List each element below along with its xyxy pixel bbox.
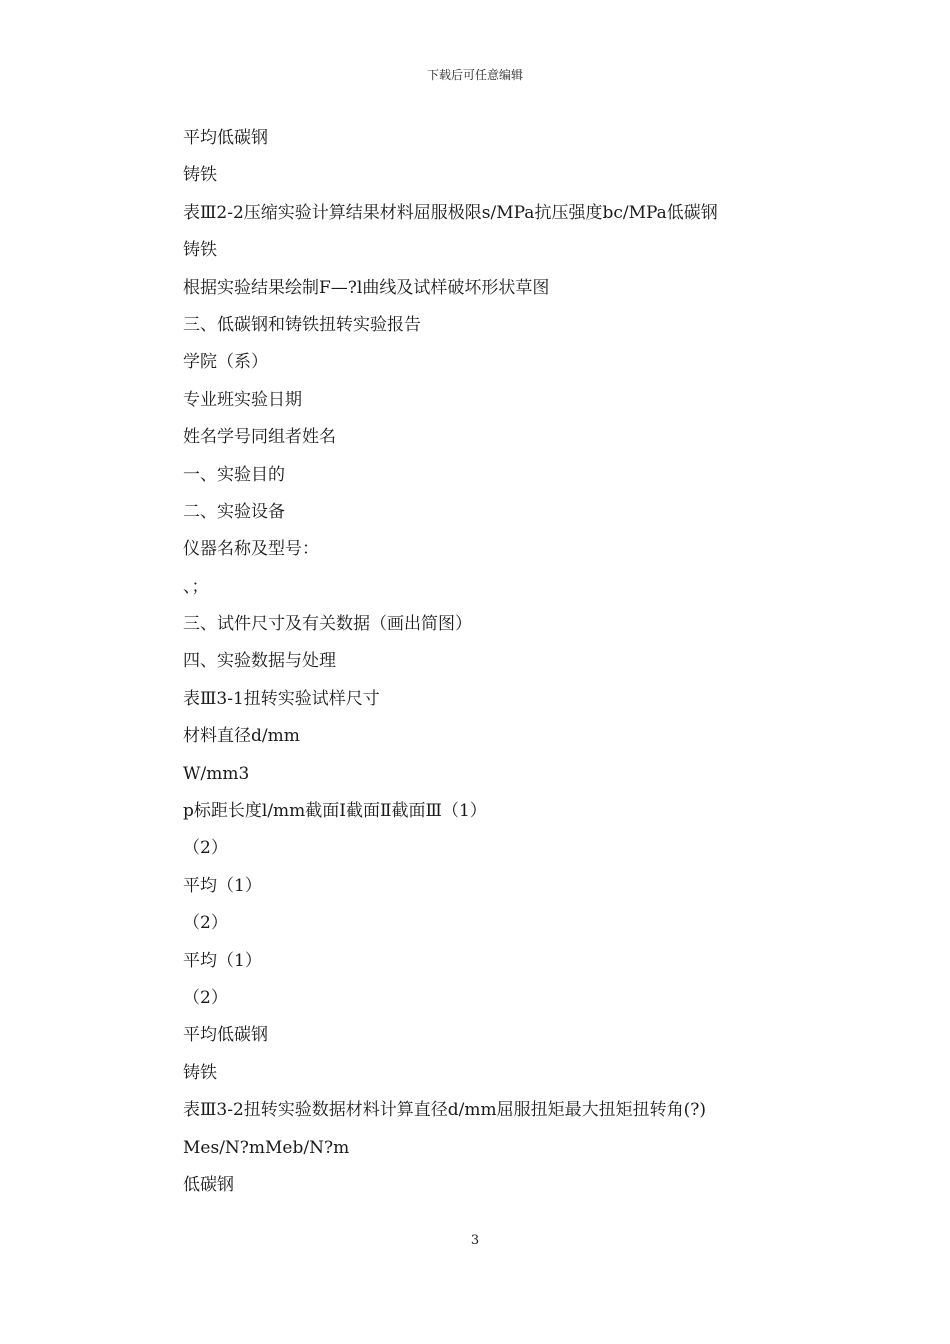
text-line: 铸铁 [183, 165, 217, 186]
section-heading: 二、实验设备 [183, 501, 285, 522]
section-heading: 三、低碳钢和铸铁扭转实验报告 [183, 314, 421, 335]
text-line: 仪器名称及型号： [183, 539, 319, 560]
form-field-label: 姓名学号同组者姓名 [183, 427, 336, 448]
text-line: 材料直径d/mm [183, 726, 300, 747]
section-heading: 三、试件尺寸及有关数据（画出简图） [183, 614, 472, 635]
table-caption: 表Ⅲ3-1扭转实验试样尺寸 [183, 688, 380, 709]
text-line: 平均（1） [183, 950, 262, 971]
text-line: 铸铁 [183, 1062, 217, 1083]
table-caption: 表Ⅲ2-2压缩实验计算结果材料屈服极限s/MPa抗压强度bc/MPa低碳钢 [183, 202, 718, 223]
text-line: p标距长度l/mm截面Ⅰ截面Ⅱ截面Ⅲ（1） [183, 801, 487, 822]
form-field-label: 专业班实验日期 [183, 389, 302, 410]
text-line: 低碳钢 [183, 1174, 234, 1195]
section-heading: 一、实验目的 [183, 464, 285, 485]
text-line: Mes/N?mMeb/N?m [183, 1137, 350, 1158]
text-line: W/mm3 [183, 763, 250, 784]
form-field-label: 学院（系） [183, 352, 268, 373]
page-number: 3 [470, 1233, 480, 1248]
text-line: 铸铁 [183, 240, 217, 261]
text-line: 平均（1） [183, 875, 262, 896]
text-line: （2） [183, 838, 228, 859]
text-line: 平均低碳钢 [183, 1025, 268, 1046]
document-body [183, 120, 823, 1204]
text-line: 根据实验结果绘制F—?l曲线及试样破坏形状草图 [183, 277, 550, 298]
table-caption: 表Ⅲ3-2扭转实验数据材料计算直径d/mm屈服扭矩最大扭矩扭转角(?) [183, 1100, 706, 1121]
text-line: 、； [183, 576, 209, 597]
text-line: （2） [183, 913, 228, 934]
section-heading: 四、实验数据与处理 [183, 651, 336, 672]
text-line: 平均低碳钢 [183, 128, 268, 148]
page-header: 下载后可任意编辑 [426, 68, 523, 82]
text-line: （2） [183, 987, 228, 1008]
